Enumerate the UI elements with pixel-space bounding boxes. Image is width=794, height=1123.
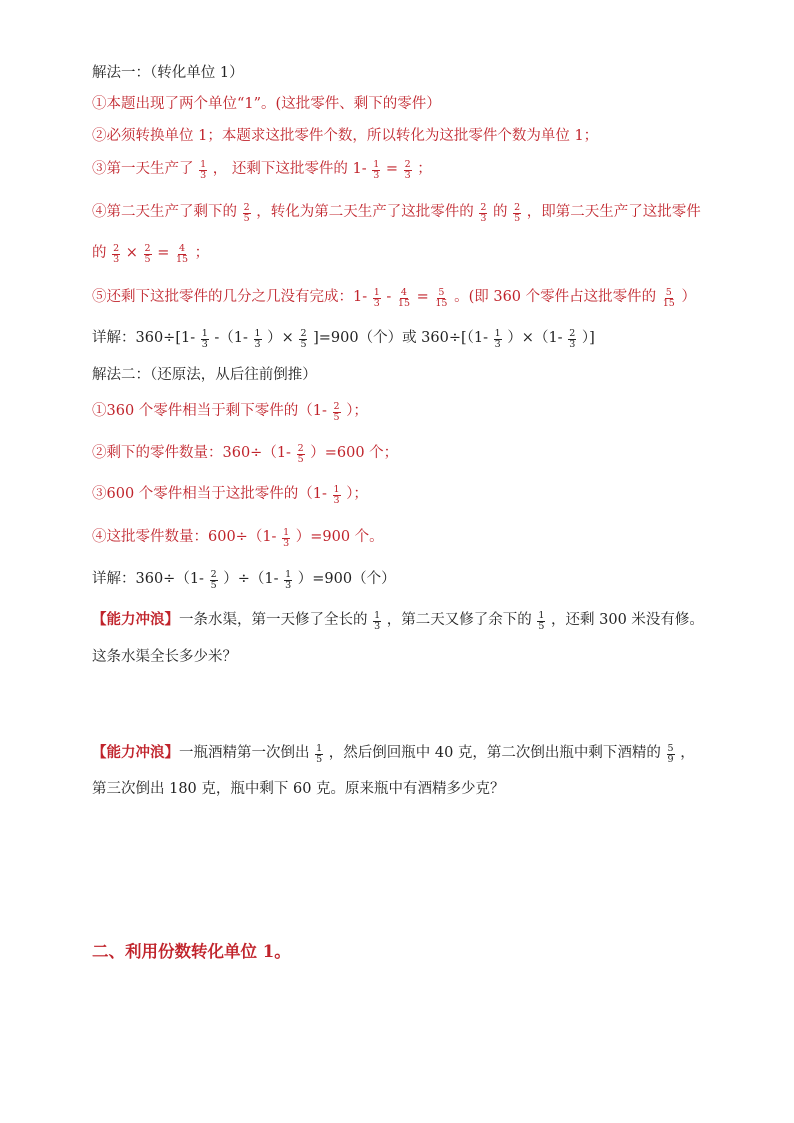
fraction-four-fifteenths: $\frac{4}{15}$: [175, 242, 189, 265]
fraction-two-fifths: $\frac{2}{5}$: [333, 400, 340, 423]
fraction-four-fifteenths: $\frac{4}{15}$: [397, 286, 410, 309]
fraction-five-fifteenths: $\frac{5}{15}$: [435, 286, 448, 309]
fraction-two-fifths: $\frac{2}{5}$: [144, 242, 151, 265]
fraction-two-thirds: $\frac{2}{3}$: [569, 327, 576, 350]
fraction-one-fifth: $\frac{1}{5}$: [316, 742, 323, 765]
method1-detail: 详解：360÷[1- $\frac{1}{3}$ -（1- $\frac{1}{3}$ ）× $\frac{2}{5}$ ]=900（个）或 360÷[（1- $\frac{1}{3}$ ）×（1- $\frac{2}{3}$ ）]: [92, 327, 595, 350]
section-heading: 二、利用份数转化单位 1。: [92, 942, 291, 961]
fraction-one-third: $\frac{1}{3}$: [333, 483, 340, 506]
fraction-one-third: $\frac{1}{3}$: [373, 158, 380, 181]
fraction-five-ninths: $\frac{5}{9}$: [667, 742, 674, 765]
problem2-line1: 【能力冲浪】一瓶酒精第一次倒出 $\frac{1}{5}$ ，然后倒回瓶中 40 克，第二次倒出瓶中剩下酒精的 $\frac{5}{9}$ ，: [92, 742, 695, 765]
fraction-one-third: $\frac{1}{3}$: [201, 327, 208, 350]
method1-step4-continued: 的 $\frac{2}{3}$ × $\frac{2}{5}$ = $\frac{4}{15}$ ；: [92, 242, 210, 265]
fraction-one-third: $\frac{1}{3}$: [285, 568, 292, 591]
problem1-line2: 这条水渠全长多少米？: [92, 649, 237, 665]
fraction-one-third: $\frac{1}{3}$: [374, 609, 381, 632]
fraction-one-third: $\frac{1}{3}$: [283, 526, 290, 549]
method1-step5: ⑤还剩下这批零件的几分之几没有完成：1- $\frac{1}{3}$ - $\frac{4}{15}$ = $\frac{5}{15}$ 。(即 360 个零件占这批零件的 $\frac{5}{15}$ ）: [92, 286, 696, 309]
method1-step4: ④第二天生产了剩下的 $\frac{2}{5}$ ，转化为第二天生产了这批零件的 $\frac{2}{3}$ 的 $\frac{2}{5}$ ，即第二天生产了这批零件: [92, 201, 701, 224]
method2-step3: ③600 个零件相当于这批零件的（1- $\frac{1}{3}$ ）；: [92, 483, 368, 506]
fraction-two-fifths: $\frac{2}{5}$: [514, 201, 521, 224]
fraction-two-thirds: $\frac{2}{3}$: [113, 242, 120, 265]
fraction-two-thirds: $\frac{2}{3}$: [480, 201, 487, 224]
fraction-one-third: $\frac{1}{3}$: [254, 327, 261, 350]
fraction-one-third: $\frac{1}{3}$: [373, 286, 380, 309]
fraction-two-thirds: $\frac{2}{3}$: [404, 158, 411, 181]
method2-detail: 详解：360÷（1- $\frac{2}{5}$ ）÷（1- $\frac{1}{3}$ ）=900（个）: [92, 568, 396, 591]
fraction-five-fifteenths: $\frac{5}{15}$: [662, 286, 675, 309]
fraction-one-third: $\frac{1}{3}$: [200, 158, 207, 181]
method2-step4: ④这批零件数量：600÷（1- $\frac{1}{3}$ ）=900 个。: [92, 526, 384, 549]
fraction-one-third: $\frac{1}{3}$: [494, 327, 501, 350]
problem1-line1: 【能力冲浪】一条水渠，第一天修了全长的 $\frac{1}{3}$ ，第二天又修了余下的 $\frac{1}{5}$ ，还剩 300 米没有修。: [92, 609, 704, 632]
method1-step3: ③第一天生产了 $\frac{1}{3}$ ， 还剩下这批零件的 1- $\frac{1}{3}$ = $\frac{2}{3}$ ；: [92, 158, 432, 181]
method1-step2: ②必须转换单位 1；本题求这批零件个数，所以转化为这批零件个数为单位 1；: [92, 128, 599, 144]
fraction-two-fifths: $\frac{2}{5}$: [300, 327, 307, 350]
ability-tag: 【能力冲浪】: [92, 611, 179, 628]
method2-step1: ①360 个零件相当于剩下零件的（1- $\frac{2}{5}$ ）；: [92, 400, 368, 423]
fraction-two-fifths: $\frac{2}{5}$: [210, 568, 217, 591]
problem2-line2: 第三次倒出 180 克，瓶中剩下 60 克。原来瓶中有酒精多少克？: [92, 781, 505, 797]
method1-title: 解法一：（转化单位 1）: [92, 65, 244, 81]
fraction-two-fifths: $\frac{2}{5}$: [297, 442, 304, 465]
fraction-two-fifths: $\frac{2}{5}$: [243, 201, 250, 224]
method2-step2: ②剩下的零件数量：360÷（1- $\frac{2}{5}$ ）=600 个；: [92, 442, 399, 465]
fraction-one-fifth: $\frac{1}{5}$: [538, 609, 545, 632]
method1-step1: ①本题出现了两个单位“1”。(这批零件、剩下的零件）: [92, 96, 441, 112]
method2-title: 解法二：（还原法，从后往前倒推）: [92, 367, 317, 383]
ability-tag: 【能力冲浪】: [92, 744, 179, 761]
